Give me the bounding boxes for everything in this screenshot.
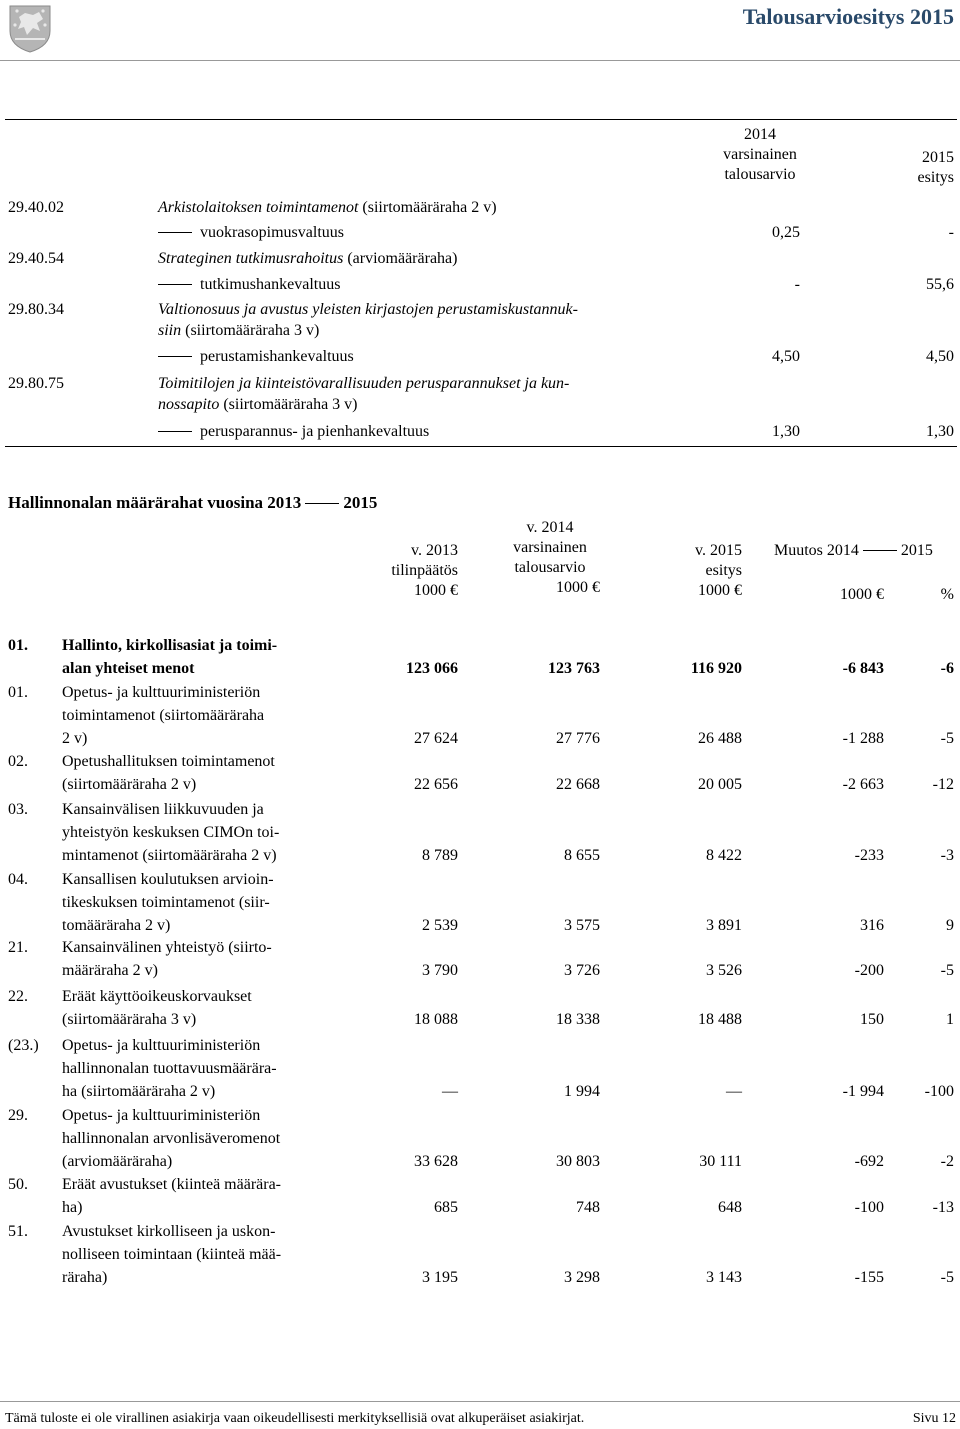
value-2014: 8 655 [564,847,600,864]
value-2014: 0,25 [772,224,800,241]
value-change: -6 843 [842,660,884,677]
row-description: Eräät avustukset (kiinteä määrära- [62,1176,281,1193]
value-change: -1 288 [842,730,884,747]
row-description: Opetus- ja kulttuuriministeriön [62,1107,261,1124]
row-number: 51. [8,1223,28,1240]
row-description: tikeskuksen toimintamenot (siir- [62,894,270,911]
item-title-cont: siin (siirtomääräraha 3 v) [158,322,320,339]
row-number: 03. [8,801,28,818]
row-description: Hallinto, kirkollisasiat ja toimi- [62,637,278,654]
page-number: Sivu 12 [912,1411,956,1426]
row-number: 02. [8,753,28,770]
row-number: 01. [8,684,28,701]
value-2014: 3 575 [564,917,600,934]
value-2014: 1 994 [564,1083,600,1100]
value-2013: 22 656 [414,776,458,793]
value-percent: -13 [932,1199,954,1216]
header-2013: v. 2013 tilinpäätös 1000 € [391,542,458,599]
value-percent: 1 [946,1011,954,1028]
value-2014: 3 298 [564,1269,600,1286]
row-number: (23.) [8,1037,39,1054]
value-change: -155 [854,1269,884,1286]
value-2014: - [794,276,800,293]
value-2014: 1,30 [772,423,800,440]
value-2015: 26 488 [698,730,742,747]
item-title: Strateginen tutkimusrahoitus (arviomääräraha) [158,250,458,267]
value-2014: 22 668 [556,776,600,793]
item-title: Valtionosuus ja avustus yleisten kirjastojen perustamiskustannuk- [158,301,578,318]
value-2015: 3 526 [706,962,742,979]
row-description: 2 v) [62,730,88,747]
header-percent-unit: % [940,586,954,603]
value-percent: -2 [940,1153,954,1170]
value-2014: 3 726 [564,962,600,979]
value-percent: -12 [932,776,954,793]
value-2015: 3 891 [706,917,742,934]
item-code: 29.80.75 [8,375,64,392]
value-change: -200 [854,962,884,979]
value-2013: 2 539 [422,917,458,934]
header-2014: v. 2014 varsinainen talousarvio 1000 € [513,519,600,596]
row-description: Avustukset kirkolliseen ja uskon- [62,1223,276,1240]
authority-label: tutkimushankevaltuus [158,275,340,295]
row-number: 04. [8,871,28,888]
value-2015: 3 143 [706,1269,742,1286]
row-description: alan yhteiset menot [62,660,195,677]
value-2013: 3 790 [422,962,458,979]
row-description: Kansainvälinen yhteistyö (siirto- [62,939,272,956]
row-description: yhteistyön keskuksen CIMOn toi- [62,824,280,841]
value-2015: 1,30 [926,423,954,440]
value-2015: 55,6 [926,276,954,293]
value-2013: 27 624 [414,730,458,747]
item-code: 29.80.34 [8,301,64,318]
section-title: Hallinnonalan määrärahat vuosina 2013 2015 [8,493,378,512]
row-description: Kansallisen koulutuksen arvioin- [62,871,274,888]
value-percent: -5 [940,962,954,979]
footer-rule [0,1401,960,1402]
value-2015: 18 488 [698,1011,742,1028]
row-description: hallinnonalan tuottavuusmäärära- [62,1060,277,1077]
authority-label: perusparannus- ja pienhankevaltuus [158,422,429,442]
row-description: ha (siirtomääräraha 2 v) [62,1083,216,1100]
col-2014-header [700,125,820,185]
value-2014: 30 803 [556,1153,600,1170]
value-2013: 33 628 [414,1153,458,1170]
value-change: -2 663 [842,776,884,793]
row-description: (siirtomääräraha 2 v) [62,776,197,793]
col-2014-year: 2014 [744,126,776,143]
authority-label: vuokrasopimusvaltuus [158,223,344,243]
value-2015: 116 920 [690,660,742,677]
row-description: Eräät käyttöoikeuskorvaukset [62,988,252,1005]
value-change: -692 [854,1153,884,1170]
value-2013: 3 195 [422,1269,458,1286]
item-code: 29.40.54 [8,250,64,267]
value-percent: -100 [924,1083,954,1100]
row-description: (siirtomääräraha 3 v) [62,1011,197,1028]
value-2014: 4,50 [772,348,800,365]
value-percent: -3 [940,847,954,864]
value-2015: - [948,224,954,241]
row-description: ha) [62,1199,83,1216]
row-description: Opetus- ja kulttuuriministeriön [62,684,261,701]
value-2014: 123 763 [548,660,600,677]
row-description: toimintamenot (siirtomääräraha [62,707,265,724]
value-2013: 685 [434,1199,458,1216]
col-2015-kind: esitys [917,169,954,186]
row-description: mintamenot (siirtomääräraha 2 v) [62,847,277,864]
value-2013: 123 066 [406,660,458,677]
row-description: hallinnonalan arvonlisäveromenot [62,1130,281,1147]
value-2015: 648 [718,1199,742,1216]
row-number: 50. [8,1176,28,1193]
header-change-unit: 1000 € [840,586,884,603]
col-2015-year: 2015 [922,149,954,166]
row-number: 22. [8,988,28,1005]
item-code: 29.40.02 [8,199,64,216]
footer-notice: Tämä tuloste ei ole virallinen asiakirja vaan oikeudellisesti merkityksellisiä ovat alkuperäiset asiakirjat. [5,1411,585,1426]
value-2013: 8 789 [422,847,458,864]
value-2015: 4,50 [926,348,954,365]
value-percent: -6 [940,660,954,677]
coat-of-arms-logo [7,3,53,53]
value-percent: -5 [940,730,954,747]
row-description: Opetushallituksen toimintamenot [62,753,275,770]
document-header-title: Talousarvioesitys 2015 [742,4,954,29]
value-2014: 18 338 [556,1011,600,1028]
value-2014: 27 776 [556,730,600,747]
row-description: Kansainvälisen liikkuvuuden ja [62,801,264,818]
value-change: 316 [860,917,884,934]
value-change: -100 [854,1199,884,1216]
value-2013: — [442,1083,458,1100]
row-number: 29. [8,1107,28,1124]
row-description: tomääräraha 2 v) [62,917,171,934]
row-description: nolliseen toimintaan (kiinteä mää- [62,1246,282,1263]
authority-label: perustamishankevaltuus [158,347,354,367]
col-2015-header [918,148,954,188]
value-2013: 18 088 [414,1011,458,1028]
value-2015: 20 005 [698,776,742,793]
col-2014-kind: talousarvio [724,166,796,183]
value-2015: — [726,1083,742,1100]
item-title: Arkistolaitoksen toimintamenot (siirtomääräraha 2 v) [158,199,497,216]
row-description: (arviomääräraha) [62,1153,173,1170]
header-rule [0,60,960,61]
header-2015: v. 2015 esitys 1000 € [695,542,742,599]
top-table-rule-bottom [5,446,957,447]
row-number: 21. [8,939,28,956]
value-2015: 8 422 [706,847,742,864]
col-2014-type: varsinainen [723,146,797,163]
value-change: -1 994 [842,1083,884,1100]
item-title: Toimitilojen ja kiinteistövarallisuuden perusparannukset ja kun- [158,375,570,392]
row-number: 01. [8,637,28,654]
value-change: 150 [860,1011,884,1028]
value-2014: 748 [576,1199,600,1216]
value-percent: -5 [940,1269,954,1286]
value-percent: 9 [946,917,954,934]
item-title-cont: nossapito (siirtomääräraha 3 v) [158,396,358,413]
top-table-rule-top [5,119,957,120]
row-description: räraha) [62,1269,108,1286]
header-change: Muutos 2014 2015 [774,542,933,559]
row-description: Opetus- ja kulttuuriministeriön [62,1037,261,1054]
value-change: -233 [854,847,884,864]
row-description: määräraha 2 v) [62,962,158,979]
value-2015: 30 111 [699,1153,742,1170]
